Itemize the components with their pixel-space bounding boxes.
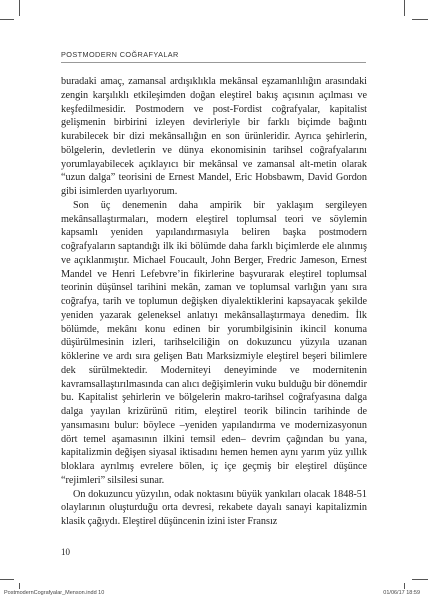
running-head: POSTMODERN COĞRAFYALAR [61,50,179,59]
crop-mark-bottom-right-vertical [404,583,405,589]
page-number: 10 [61,547,70,557]
slug-date-time: 01/06/17 18:59 [383,590,420,596]
crop-mark-bottom-left-vertical [19,583,20,589]
crop-mark-bottom-right [412,579,428,580]
header-rule [61,62,366,63]
crop-mark-top-right-horizontal [412,19,428,20]
crop-mark-top-left-horizontal [0,19,14,20]
crop-mark-top-left [19,0,20,16]
paragraph: buradaki amaç, zamansal ardışıklıkla mekânsal eşzamanlılığın arasındaki zengin karşılıklı etkileşimden doğan eleştirel bakış açısının açılması ve keşfedilmesidir. Postmodern ve post-Fordist coğrafyalar, kapitalist gelişmenin birbirini izleyen devirleriyle bir farklı biçimde bağıntı kurabilecek bir dizi mekânsallığın en son ürünleridir. Ayrıca şehirlerin, bölgelerin, devletlerin ve dünya ekonomisinin tarihsel coğrafyalarını yorumlayabilecek açıklayıcı bir mekânsal ve zamansal alt-metin olarak “uzun dalga” teorisini de Ernest Mandel, Eric Hobsbawm, David Gordon gibi isimlerden uyarlıyorum. [61,76,367,197]
crop-mark-top-right [404,0,405,16]
slug-file-name: PostmodernCografyalar_Menson.indd 10 [4,590,105,596]
paragraph: On dokuzuncu yüzyılın, odak noktasını büyük yankıları olacak 1848-51 olaylarının oluşturduğu orta devresi, rekabete dayalı sanayi kapitalizmin klasik çağıydı. Eleştirel düşüncenin izini ister Fransız [61,488,367,527]
paragraph: Son üç denemenin daha ampirik bir yaklaşım sergileyen mekânsallaştırmaları, modern eleştirel toplumsal teori ve söylemin kapsamlı yeniden yapılandırmasıyla beliren başka postmodern coğrafyaların saptandığı ilk iki bölümde daha farklı biçimlerde ele alınmış ve açıklanmıştır. Michael Foucault, John Berger, Fredric Jameson, Ernest Mandel ve Henri Lefebvre’in fikirlerine başvurarak eleştirel toplumsal teorinin düşünsel tarihini mekân, zaman ve toplumsal varlığın yanı sıra coğrafya, tarih ve toplumun değişken diyalektiklerini kapsayacak şekilde yeniden yazarak geleneksel anlatıyı mekânsallaştırmaya denedim. İlk bölümde, mekânı konu edinen bir yorumbilgisinin ikincil konuma düşürülmesinin izleri, tarihselciliğin on dokuzuncu yüzyıla uzanan köklerine ve ardı sıra gelişen Batı Marksizmiyle eleştirel beşeri bilimlere dek sürülmektedir. Moderniteyi deneyiminde ve modernitenin kavramsallaştırılmasında can alıcı değişimlerin vuku bulduğu bir dönemdir bu. Kapitalist şehirlerin ve bölgelerin makro-tarihsel coğrafyasına dalga dalga yayılan krizürünü ritim, eleştirel teorik bilincin tarihinde de yansımasını bulur: böylece –yeniden yapılandırma ve modernizasyonun dört temel aşamasının ilkini temsil eden– devrim çağından bu yana, kapitalizmin değişen siyasal iktisadını hemen hemen aynı yarım yüz yıllık bloklara ayrılmış evrelere bölen, iç içe geçmiş bir eleştirel düşünce “rejimleri” silsilesi sunar. [61,199,367,486]
body-text [61,75,367,529]
crop-mark-bottom-left [0,579,14,580]
